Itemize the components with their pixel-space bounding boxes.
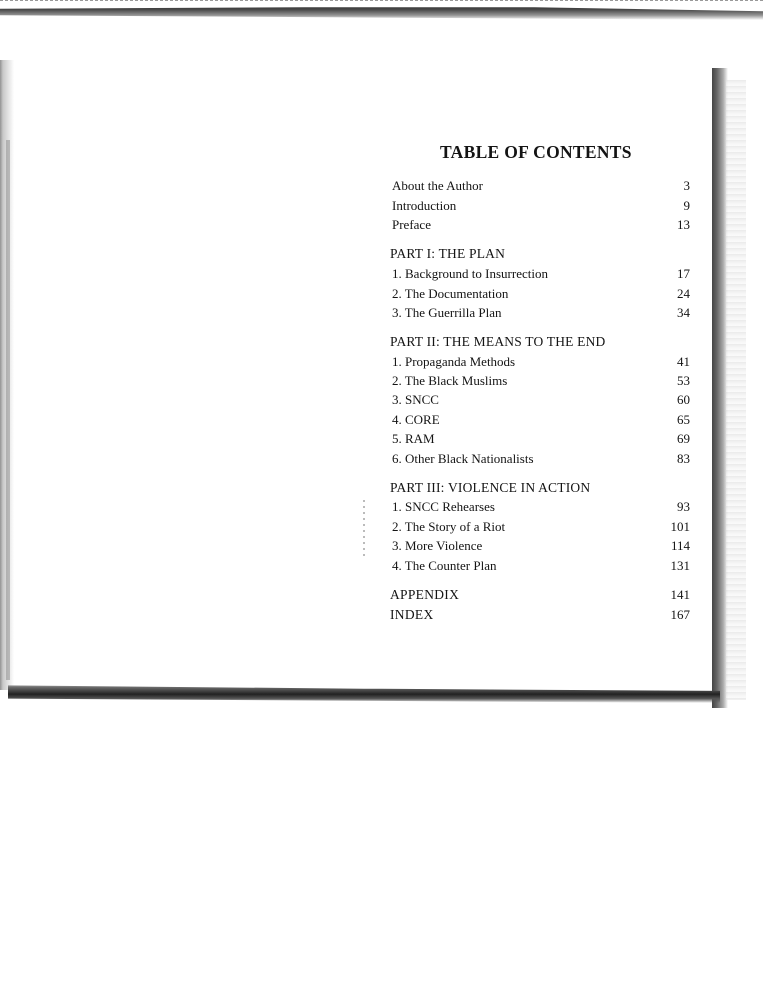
- scan-gutter-marks: [363, 500, 365, 560]
- part-heading: [388, 479, 690, 497]
- toc-entry-label: 6. Other Black Nationalists: [392, 451, 534, 466]
- toc-entry-label: 2. The Documentation: [392, 286, 509, 301]
- toc-entry: [388, 265, 690, 283]
- toc-entry-label: 1. SNCC Rehearses: [392, 499, 495, 514]
- toc-entry-label: 3. The Guerrilla Plan: [392, 305, 502, 320]
- toc-entry: [388, 304, 690, 322]
- toc-entry: [388, 216, 690, 234]
- toc-entry-page: 131: [670, 558, 690, 573]
- toc-entry-label: About the Author: [392, 178, 483, 193]
- toc-entry-page: 101: [670, 519, 690, 534]
- toc-entry-label: 4. The Counter Plan: [392, 558, 497, 573]
- toc-entry-label: 5. RAM: [392, 431, 435, 446]
- toc-entry: [388, 285, 690, 303]
- toc-entry-label: APPENDIX: [390, 587, 460, 602]
- toc-entry: [388, 391, 690, 409]
- toc-title: TABLE OF CONTENTS: [440, 142, 632, 162]
- toc-entry-page: 114: [670, 538, 690, 553]
- toc-entry-page: 141: [670, 587, 690, 602]
- toc-entry-page: 34: [677, 305, 690, 320]
- toc-entry-label: Introduction: [392, 198, 457, 213]
- toc-entry-page: 41: [677, 354, 690, 369]
- toc-entry-label: 1. Propaganda Methods: [392, 354, 516, 369]
- toc-entry-label: 2. The Story of a Riot: [392, 519, 506, 534]
- scan-right-page-edges: [726, 80, 746, 700]
- toc-entry-label: 3. SNCC: [392, 392, 439, 407]
- toc-entry-page: 3: [683, 178, 690, 193]
- toc-entry-page: 60: [677, 392, 690, 407]
- part-heading: [388, 245, 690, 263]
- toc-entry-page: 13: [677, 217, 690, 232]
- toc-entry-label: 4. CORE: [392, 412, 440, 427]
- toc-entry: [388, 606, 690, 624]
- toc-entry-label: Preface: [392, 217, 431, 232]
- toc-entry: [388, 557, 690, 575]
- toc-entry-page: 69: [677, 431, 690, 446]
- toc-entry-page: 65: [677, 412, 690, 427]
- toc-entry-page: 17: [677, 266, 690, 281]
- toc-entry: [388, 197, 690, 215]
- toc-entry: [388, 372, 690, 390]
- toc-entry-page: 53: [677, 373, 690, 388]
- toc-entry-page: 93: [677, 499, 690, 514]
- toc-entry: [388, 177, 690, 195]
- toc-entry-label: 2. The Black Muslims: [392, 373, 508, 388]
- scan-left-line: [6, 140, 10, 680]
- toc-entry-label: 3. More Violence: [392, 538, 483, 553]
- part-heading: [388, 333, 690, 351]
- toc-entry: [388, 450, 690, 468]
- scan-top-shadow: [0, 4, 763, 20]
- toc-entry: [388, 518, 690, 536]
- toc-entry-label: INDEX: [390, 607, 434, 622]
- toc-entry-page: 83: [677, 451, 690, 466]
- scan-left-edge: [0, 60, 22, 690]
- toc-entry: [388, 353, 690, 371]
- toc-entry-label: 1. Background to Insurrection: [392, 266, 548, 281]
- toc-entry: [388, 498, 690, 516]
- part-heading-label: PART I: THE PLAN: [390, 246, 506, 261]
- scan-bottom-shadow: [8, 681, 720, 703]
- toc-entry: [388, 586, 690, 604]
- part-heading-label: PART III: VIOLENCE IN ACTION: [390, 480, 591, 495]
- part-heading-label: PART II: THE MEANS TO THE END: [390, 334, 606, 349]
- toc-entry: [388, 430, 690, 448]
- toc-entry: [388, 537, 690, 555]
- toc-entry-page: 24: [677, 286, 690, 301]
- toc-entry: [388, 411, 690, 429]
- toc-entry-page: 167: [670, 607, 690, 622]
- scan-top-border: [0, 0, 763, 4]
- toc-entry-page: 9: [683, 198, 690, 213]
